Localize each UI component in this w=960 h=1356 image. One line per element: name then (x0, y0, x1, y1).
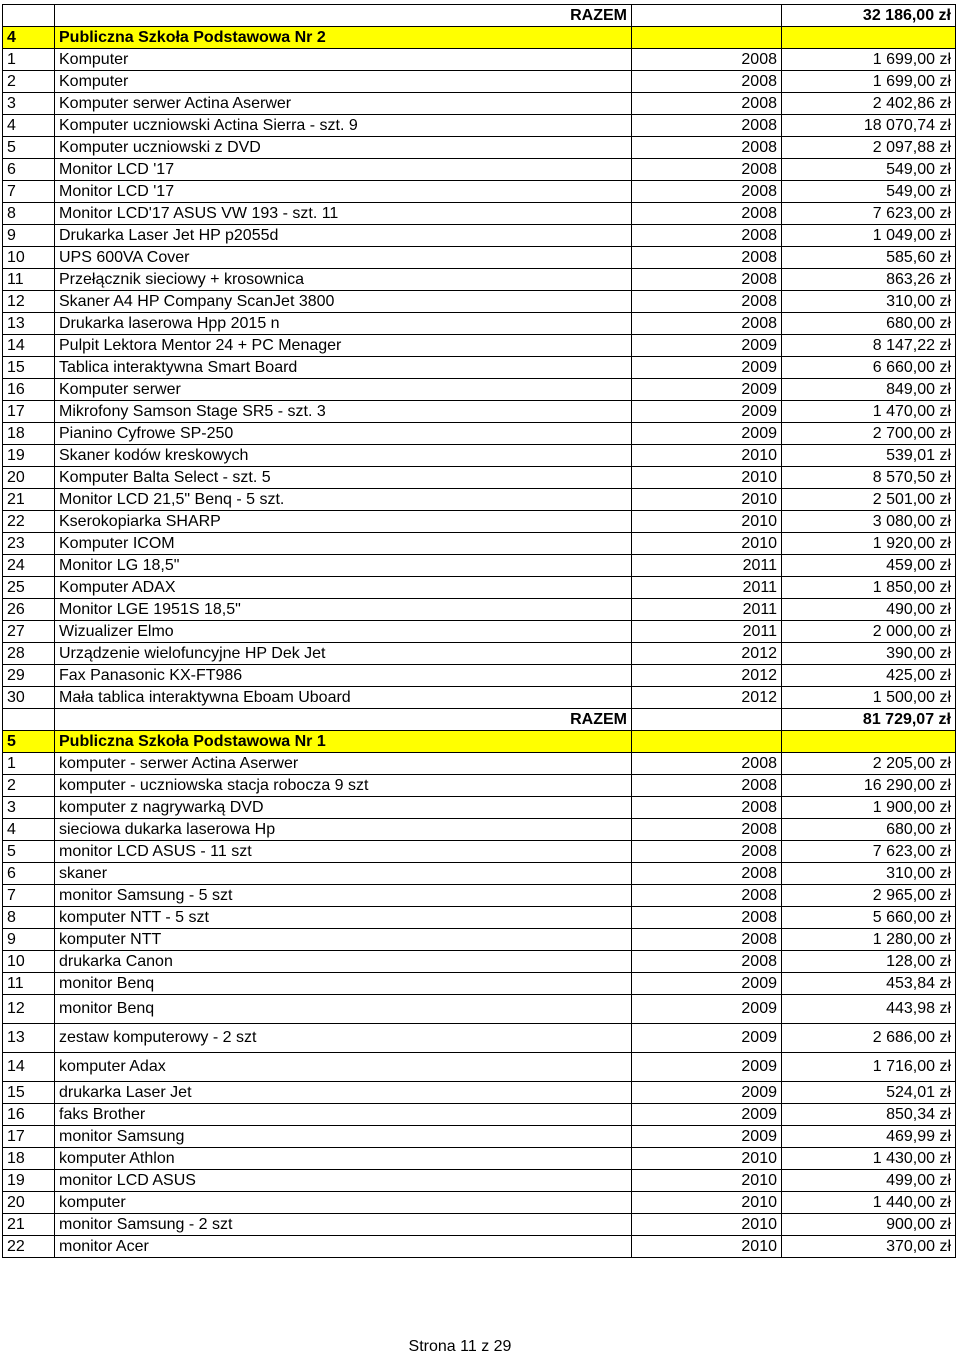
item-number: 22 (3, 1236, 55, 1258)
item-number: 15 (3, 1082, 55, 1104)
table-row (3, 247, 956, 269)
item-name: komputer Athlon (55, 1148, 632, 1170)
item-name: komputer - uczniowska stacja robocza 9 szt (55, 775, 632, 797)
item-year: 2008 (632, 291, 782, 313)
item-value: 2 700,00 zł (782, 423, 956, 445)
item-name: Komputer uczniowski Actina Sierra - szt. 9 (55, 115, 632, 137)
table-row (3, 1126, 956, 1148)
item-value: 680,00 zł (782, 819, 956, 841)
item-year: 2008 (632, 929, 782, 951)
table-row (3, 1214, 956, 1236)
item-value: 1 699,00 zł (782, 71, 956, 93)
item-name: monitor LCD ASUS (55, 1170, 632, 1192)
table-row (3, 907, 956, 929)
table-row (3, 1148, 956, 1170)
item-value: 1 470,00 zł (782, 401, 956, 423)
item-name: monitor Samsung - 2 szt (55, 1214, 632, 1236)
item-name: komputer NTT (55, 929, 632, 951)
item-year: 2010 (632, 1236, 782, 1258)
item-number: 1 (3, 49, 55, 71)
page-footer (0, 1338, 920, 1356)
empty-cell (782, 731, 956, 753)
item-number: 17 (3, 401, 55, 423)
item-number: 17 (3, 1126, 55, 1148)
item-value: 1 049,00 zł (782, 225, 956, 247)
table-row (3, 1236, 956, 1258)
empty-cell (3, 5, 55, 27)
table-row (3, 93, 956, 115)
item-year: 2010 (632, 533, 782, 555)
item-year: 2008 (632, 819, 782, 841)
table-row (3, 819, 956, 841)
item-number: 7 (3, 885, 55, 907)
table-row (3, 1082, 956, 1104)
total-row (3, 5, 956, 27)
table-row (3, 49, 956, 71)
item-year: 2008 (632, 863, 782, 885)
item-number: 8 (3, 907, 55, 929)
item-value: 453,84 zł (782, 973, 956, 995)
item-value: 425,00 zł (782, 665, 956, 687)
school-name: Publiczna Szkoła Podstawowa Nr 2 (55, 27, 632, 49)
school-header-row (3, 27, 956, 49)
table-row (3, 599, 956, 621)
item-name: Monitor LCD'17 ASUS VW 193 - szt. 11 (55, 203, 632, 225)
school-number: 4 (3, 27, 55, 49)
item-year: 2008 (632, 775, 782, 797)
table-row (3, 621, 956, 643)
item-name: monitor Samsung - 5 szt (55, 885, 632, 907)
table-row (3, 115, 956, 137)
item-number: 1 (3, 753, 55, 775)
item-year: 2009 (632, 1126, 782, 1148)
item-year: 2011 (632, 577, 782, 599)
total-value: 32 186,00 zł (782, 5, 956, 27)
item-name: Monitor LCD '17 (55, 159, 632, 181)
item-number: 14 (3, 335, 55, 357)
item-name: Pulpit Lektora Mentor 24 + PC Menager (55, 335, 632, 357)
item-name: UPS 600VA Cover (55, 247, 632, 269)
item-number: 12 (3, 995, 55, 1024)
item-number: 8 (3, 203, 55, 225)
item-number: 6 (3, 863, 55, 885)
table-row (3, 71, 956, 93)
table-row (3, 379, 956, 401)
item-name: Drukarka Laser Jet HP p2055d (55, 225, 632, 247)
item-number: 14 (3, 1053, 55, 1082)
table-row (3, 269, 956, 291)
item-value: 370,00 zł (782, 1236, 956, 1258)
table-row (3, 841, 956, 863)
item-name: Komputer (55, 49, 632, 71)
empty-cell (632, 5, 782, 27)
item-value: 2 402,86 zł (782, 93, 956, 115)
item-number: 13 (3, 1024, 55, 1053)
item-year: 2008 (632, 93, 782, 115)
item-name: Pianino Cyfrowe SP-250 (55, 423, 632, 445)
item-year: 2009 (632, 401, 782, 423)
table-row (3, 137, 956, 159)
empty-cell (632, 27, 782, 49)
item-number: 9 (3, 225, 55, 247)
item-name: Drukarka laserowa Hpp 2015 n (55, 313, 632, 335)
item-year: 2011 (632, 599, 782, 621)
inventory-table-body (3, 5, 956, 1258)
item-number: 21 (3, 1214, 55, 1236)
item-number: 5 (3, 841, 55, 863)
table-row (3, 467, 956, 489)
item-name: Monitor LGE 1951S 18,5" (55, 599, 632, 621)
item-value: 2 000,00 zł (782, 621, 956, 643)
table-row (3, 401, 956, 423)
item-value: 490,00 zł (782, 599, 956, 621)
item-year: 2009 (632, 379, 782, 401)
item-name: Monitor LCD 21,5" Benq - 5 szt. (55, 489, 632, 511)
table-row (3, 511, 956, 533)
item-number: 3 (3, 93, 55, 115)
item-name: Skaner kodów kreskowych (55, 445, 632, 467)
item-value: 1 920,00 zł (782, 533, 956, 555)
table-row (3, 951, 956, 973)
item-year: 2008 (632, 159, 782, 181)
item-value: 585,60 zł (782, 247, 956, 269)
table-row (3, 203, 956, 225)
item-year: 2008 (632, 797, 782, 819)
item-year: 2008 (632, 951, 782, 973)
item-name: Wizualizer Elmo (55, 621, 632, 643)
item-name: monitor Benq (55, 995, 632, 1024)
item-number: 6 (3, 159, 55, 181)
table-row (3, 643, 956, 665)
table-row (3, 291, 956, 313)
total-label: RAZEM (55, 709, 632, 731)
item-number: 20 (3, 1192, 55, 1214)
item-value: 8 147,22 zł (782, 335, 956, 357)
item-year: 2008 (632, 115, 782, 137)
item-year: 2008 (632, 49, 782, 71)
table-row (3, 1053, 956, 1082)
item-year: 2010 (632, 445, 782, 467)
item-value: 1 430,00 zł (782, 1148, 956, 1170)
item-value: 549,00 zł (782, 181, 956, 203)
item-value: 8 570,50 zł (782, 467, 956, 489)
table-row (3, 665, 956, 687)
empty-cell (3, 709, 55, 731)
item-value: 2 097,88 zł (782, 137, 956, 159)
item-name: Przełącznik sieciowy + krosownica (55, 269, 632, 291)
item-value: 3 080,00 zł (782, 511, 956, 533)
item-number: 5 (3, 137, 55, 159)
item-number: 26 (3, 599, 55, 621)
item-year: 2008 (632, 885, 782, 907)
item-year: 2009 (632, 1104, 782, 1126)
school-number: 5 (3, 731, 55, 753)
item-year: 2009 (632, 423, 782, 445)
item-value: 443,98 zł (782, 995, 956, 1024)
item-name: komputer z nagrywarką DVD (55, 797, 632, 819)
item-name: Komputer ICOM (55, 533, 632, 555)
item-value: 310,00 zł (782, 291, 956, 313)
item-value: 7 623,00 zł (782, 203, 956, 225)
item-name: skaner (55, 863, 632, 885)
item-number: 10 (3, 951, 55, 973)
item-number: 23 (3, 533, 55, 555)
item-number: 18 (3, 1148, 55, 1170)
item-value: 1 500,00 zł (782, 687, 956, 709)
item-number: 28 (3, 643, 55, 665)
item-name: Monitor LCD '17 (55, 181, 632, 203)
item-value: 1 900,00 zł (782, 797, 956, 819)
item-number: 7 (3, 181, 55, 203)
item-year: 2008 (632, 71, 782, 93)
item-value: 900,00 zł (782, 1214, 956, 1236)
item-year: 2009 (632, 1082, 782, 1104)
item-name: Komputer uczniowski z DVD (55, 137, 632, 159)
table-row (3, 533, 956, 555)
item-value: 2 501,00 zł (782, 489, 956, 511)
table-row (3, 555, 956, 577)
item-value: 524,01 zł (782, 1082, 956, 1104)
table-row (3, 687, 956, 709)
table-row (3, 797, 956, 819)
item-value: 1 850,00 zł (782, 577, 956, 599)
item-number: 4 (3, 115, 55, 137)
total-value: 81 729,07 zł (782, 709, 956, 731)
item-name: Komputer (55, 71, 632, 93)
item-name: Skaner A4 HP Company ScanJet 3800 (55, 291, 632, 313)
item-number: 2 (3, 775, 55, 797)
item-name: komputer Adax (55, 1053, 632, 1082)
item-number: 16 (3, 1104, 55, 1126)
item-year: 2012 (632, 665, 782, 687)
table-row (3, 885, 956, 907)
item-year: 2008 (632, 313, 782, 335)
item-name: Komputer Balta Select - szt. 5 (55, 467, 632, 489)
table-row (3, 357, 956, 379)
item-year: 2012 (632, 643, 782, 665)
empty-cell (632, 731, 782, 753)
item-name: drukarka Canon (55, 951, 632, 973)
inventory-table (2, 4, 956, 1258)
item-value: 1 716,00 zł (782, 1053, 956, 1082)
item-name: sieciowa dukarka laserowa Hp (55, 819, 632, 841)
item-year: 2008 (632, 907, 782, 929)
table-row (3, 775, 956, 797)
item-number: 29 (3, 665, 55, 687)
item-value: 680,00 zł (782, 313, 956, 335)
item-year: 2008 (632, 225, 782, 247)
item-value: 5 660,00 zł (782, 907, 956, 929)
item-name: monitor Benq (55, 973, 632, 995)
table-row (3, 225, 956, 247)
table-row (3, 929, 956, 951)
item-number: 19 (3, 445, 55, 467)
item-number: 13 (3, 313, 55, 335)
item-name: drukarka Laser Jet (55, 1082, 632, 1104)
table-row (3, 445, 956, 467)
item-value: 850,34 zł (782, 1104, 956, 1126)
item-year: 2009 (632, 1024, 782, 1053)
item-name: monitor Samsung (55, 1126, 632, 1148)
item-name: faks Brother (55, 1104, 632, 1126)
item-name: Kserokopiarka SHARP (55, 511, 632, 533)
item-year: 2010 (632, 489, 782, 511)
item-number: 11 (3, 973, 55, 995)
item-value: 7 623,00 zł (782, 841, 956, 863)
table-row (3, 1024, 956, 1053)
item-number: 20 (3, 467, 55, 489)
item-number: 19 (3, 1170, 55, 1192)
item-name: Komputer serwer Actina Aserwer (55, 93, 632, 115)
total-row (3, 709, 956, 731)
item-value: 128,00 zł (782, 951, 956, 973)
item-year: 2008 (632, 203, 782, 225)
item-name: komputer (55, 1192, 632, 1214)
item-name: zestaw komputerowy - 2 szt (55, 1024, 632, 1053)
item-year: 2008 (632, 181, 782, 203)
item-number: 12 (3, 291, 55, 313)
item-name: komputer - serwer Actina Aserwer (55, 753, 632, 775)
item-year: 2008 (632, 841, 782, 863)
item-year: 2011 (632, 621, 782, 643)
item-value: 1 280,00 zł (782, 929, 956, 951)
item-value: 2 965,00 zł (782, 885, 956, 907)
item-name: Monitor LG 18,5" (55, 555, 632, 577)
item-number: 21 (3, 489, 55, 511)
item-number: 18 (3, 423, 55, 445)
table-row (3, 489, 956, 511)
item-name: Mała tablica interaktywna Eboam Uboard (55, 687, 632, 709)
item-year: 2010 (632, 1214, 782, 1236)
item-year: 2010 (632, 511, 782, 533)
table-row (3, 423, 956, 445)
item-number: 22 (3, 511, 55, 533)
item-name: monitor LCD ASUS - 11 szt (55, 841, 632, 863)
table-row (3, 335, 956, 357)
table-row (3, 577, 956, 599)
item-year: 2009 (632, 973, 782, 995)
item-year: 2010 (632, 1192, 782, 1214)
item-year: 2009 (632, 357, 782, 379)
item-value: 16 290,00 zł (782, 775, 956, 797)
table-row (3, 159, 956, 181)
item-number: 3 (3, 797, 55, 819)
table-row (3, 181, 956, 203)
table-row (3, 973, 956, 995)
item-value: 849,00 zł (782, 379, 956, 401)
item-year: 2008 (632, 247, 782, 269)
item-value: 1 699,00 zł (782, 49, 956, 71)
item-name: Urządzenie wielofuncyjne HP Dek Jet (55, 643, 632, 665)
item-number: 4 (3, 819, 55, 841)
table-row (3, 1104, 956, 1126)
item-number: 25 (3, 577, 55, 599)
item-year: 2010 (632, 1148, 782, 1170)
table-row (3, 753, 956, 775)
item-value: 2 205,00 zł (782, 753, 956, 775)
item-value: 499,00 zł (782, 1170, 956, 1192)
item-name: komputer NTT - 5 szt (55, 907, 632, 929)
item-number: 30 (3, 687, 55, 709)
item-year: 2009 (632, 1053, 782, 1082)
total-label: RAZEM (55, 5, 632, 27)
item-year: 2009 (632, 335, 782, 357)
item-number: 24 (3, 555, 55, 577)
item-year: 2008 (632, 137, 782, 159)
item-value: 6 660,00 zł (782, 357, 956, 379)
item-year: 2008 (632, 753, 782, 775)
item-name: Komputer ADAX (55, 577, 632, 599)
item-value: 2 686,00 zł (782, 1024, 956, 1053)
item-year: 2010 (632, 1170, 782, 1192)
item-value: 18 070,74 zł (782, 115, 956, 137)
table-row (3, 313, 956, 335)
item-value: 469,99 zł (782, 1126, 956, 1148)
empty-cell (782, 27, 956, 49)
item-year: 2009 (632, 995, 782, 1024)
item-value: 549,00 zł (782, 159, 956, 181)
item-year: 2008 (632, 269, 782, 291)
item-year: 2011 (632, 555, 782, 577)
school-name: Publiczna Szkoła Podstawowa Nr 1 (55, 731, 632, 753)
item-number: 27 (3, 621, 55, 643)
item-value: 863,26 zł (782, 269, 956, 291)
item-number: 10 (3, 247, 55, 269)
item-number: 15 (3, 357, 55, 379)
table-row (3, 1192, 956, 1214)
item-number: 9 (3, 929, 55, 951)
item-year: 2012 (632, 687, 782, 709)
school-header-row (3, 731, 956, 753)
item-value: 459,00 zł (782, 555, 956, 577)
item-value: 310,00 zł (782, 863, 956, 885)
item-name: Tablica interaktywna Smart Board (55, 357, 632, 379)
table-row (3, 1170, 956, 1192)
item-name: Komputer serwer (55, 379, 632, 401)
empty-cell (632, 709, 782, 731)
item-name: Fax Panasonic KX-FT986 (55, 665, 632, 687)
item-number: 16 (3, 379, 55, 401)
item-value: 539,01 zł (782, 445, 956, 467)
item-name: monitor Acer (55, 1236, 632, 1258)
table-row (3, 995, 956, 1024)
item-value: 1 440,00 zł (782, 1192, 956, 1214)
item-number: 11 (3, 269, 55, 291)
item-value: 390,00 zł (782, 643, 956, 665)
page-number-label: Strona 11 z 29 (408, 1338, 512, 1355)
item-number: 2 (3, 71, 55, 93)
item-year: 2010 (632, 467, 782, 489)
table-row (3, 863, 956, 885)
item-name: Mikrofony Samson Stage SR5 - szt. 3 (55, 401, 632, 423)
